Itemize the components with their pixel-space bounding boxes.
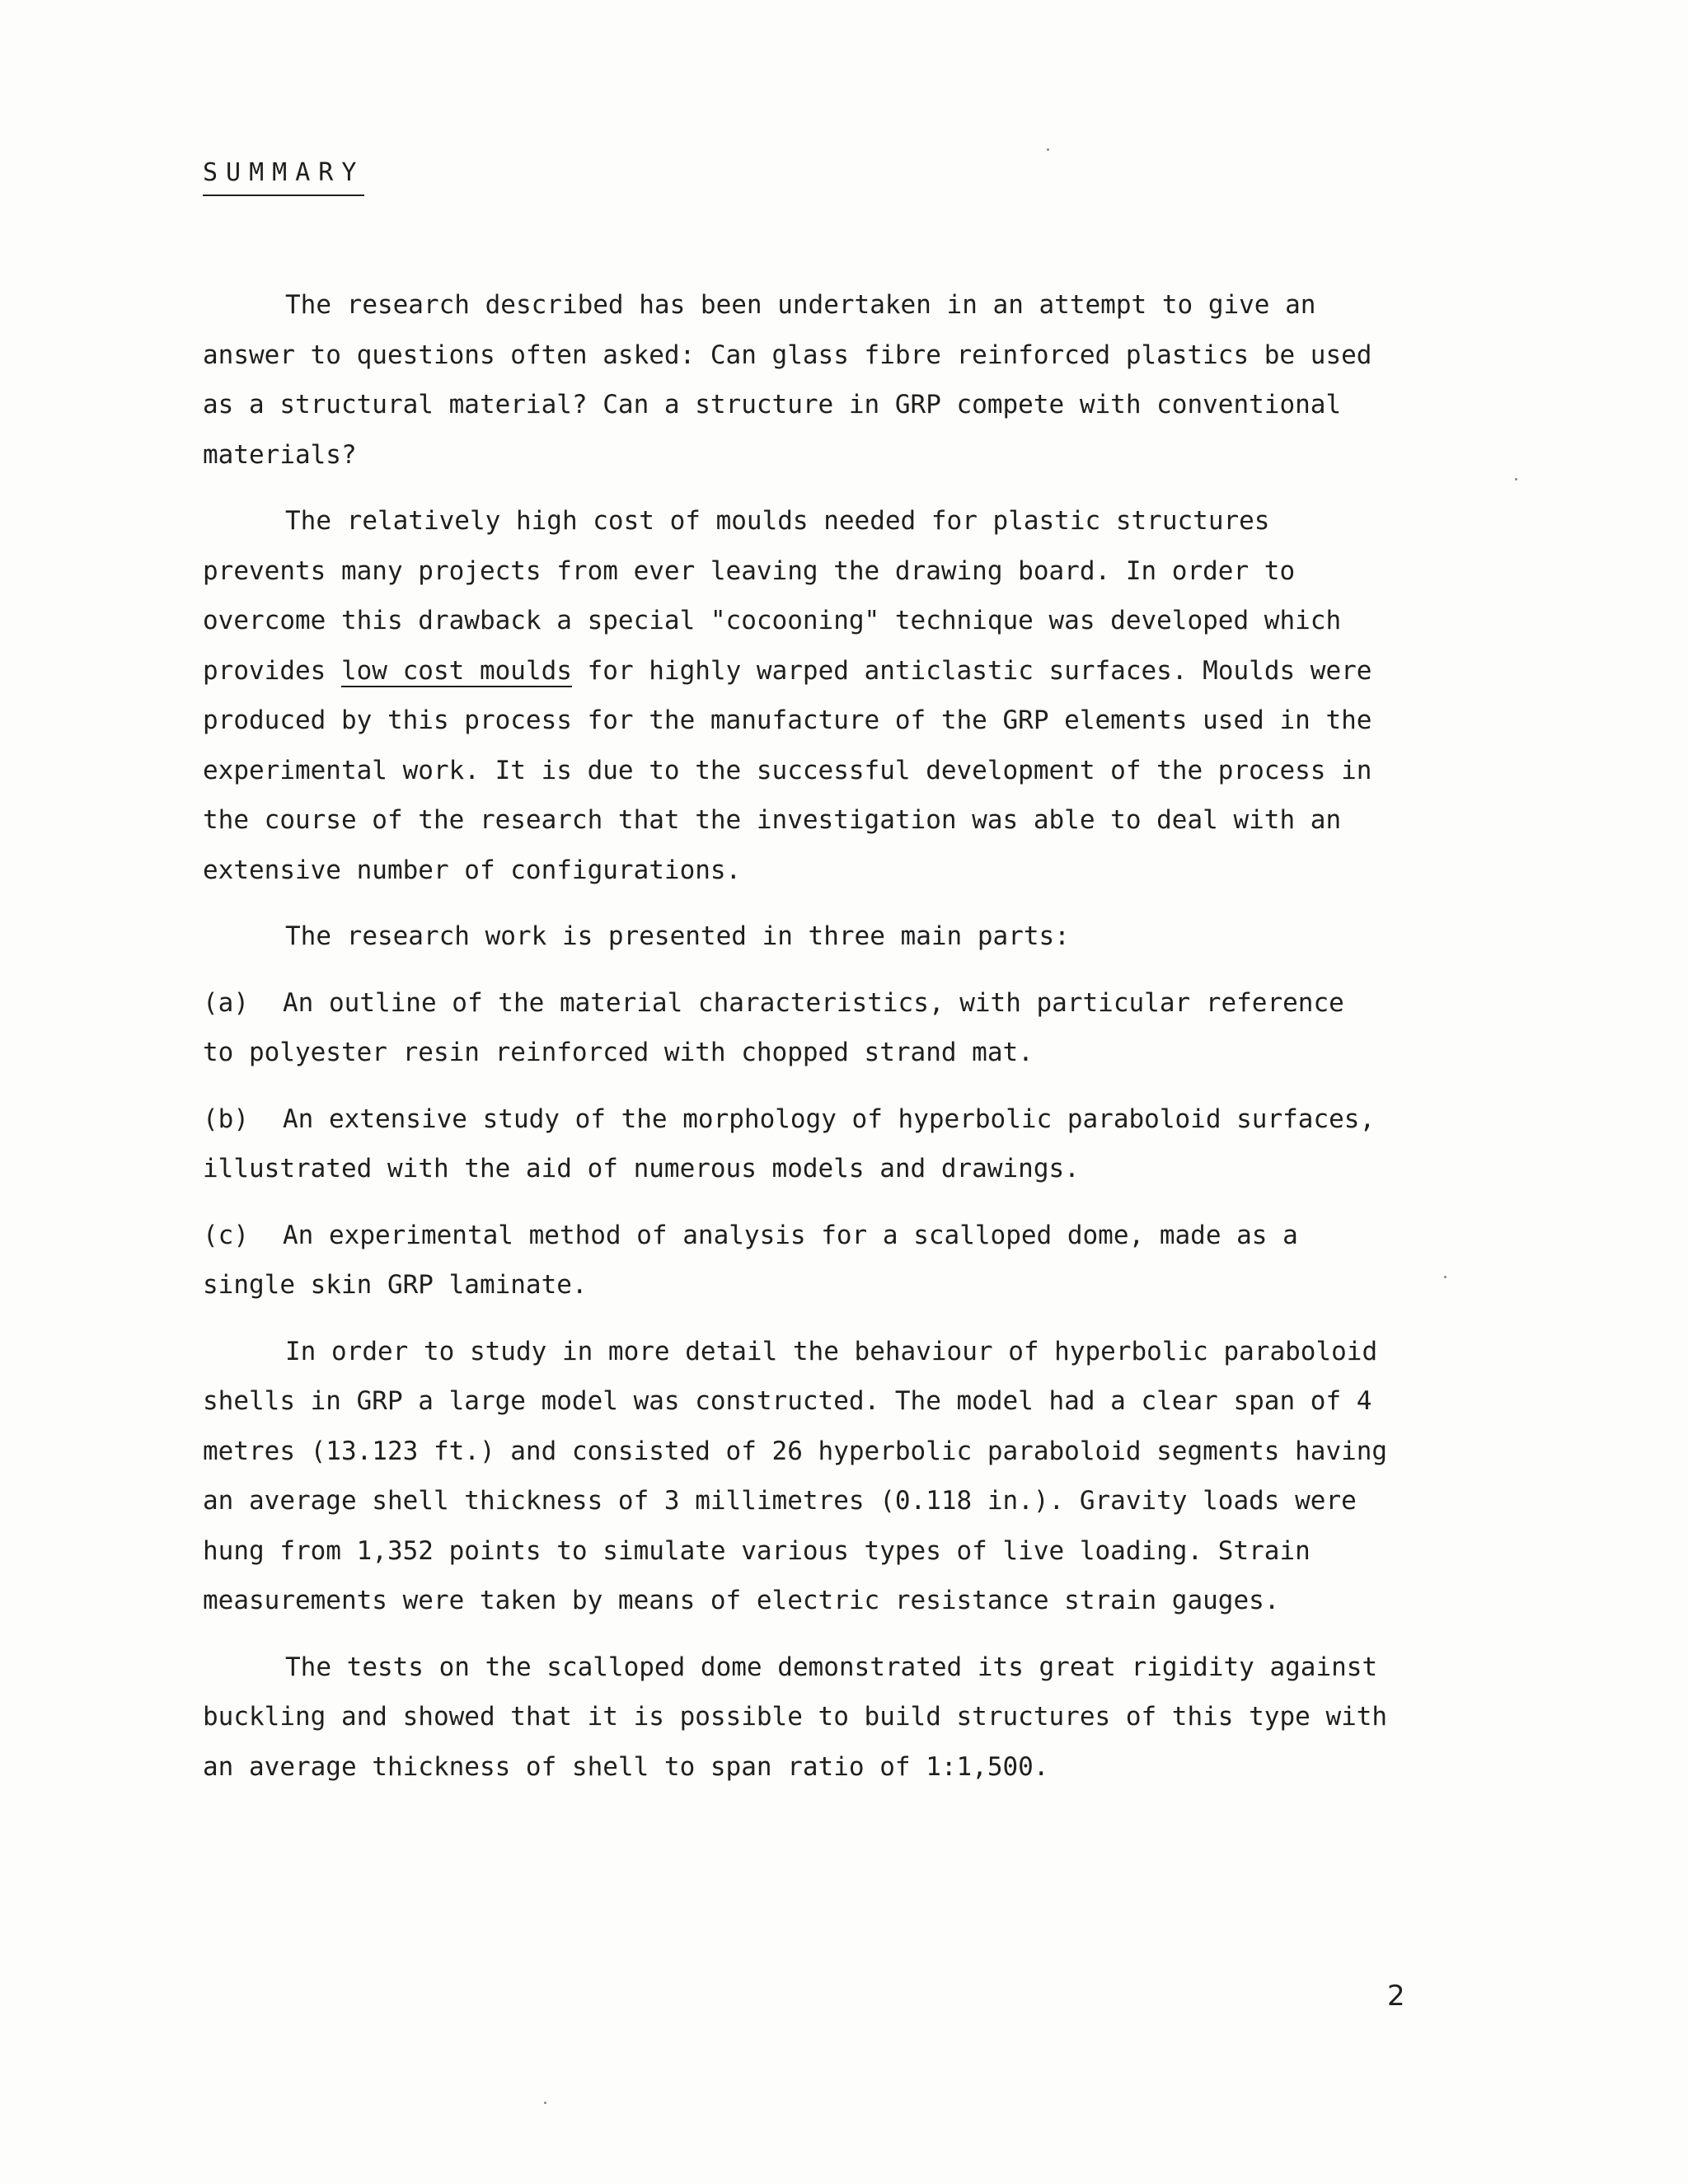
scan-speck	[1444, 1276, 1447, 1278]
low-cost-moulds-emphasis: low cost moulds	[340, 655, 572, 686]
moulds-paragraph-text-end: for highly warped anticlastic surfaces. Moulds were produced by this process for the manufacture of the GRP elements used in the experimental work. It is due to the successful development of the process in the course of the research that the investigation was able to deal with an extensive number of configurations.	[203, 655, 1372, 885]
list-item-a	[203, 978, 1390, 1078]
page-number: 2	[1387, 1980, 1405, 2013]
list-marker-a: (a)	[203, 987, 249, 1018]
conclusion-paragraph: The tests on the scalloped dome demonstrated its great rigidity against buckling and showed that it is possible to build structures of this type with an average thickness of shell to span ratio of 1:1,500.	[203, 1652, 1388, 1782]
list-text-c: An experimental method of analysis for a scalloped dome, made as a single skin GRP laminate.	[203, 1220, 1298, 1300]
scan-speck	[1515, 478, 1517, 480]
scan-speck	[544, 2102, 546, 2104]
moulds-paragraph	[203, 496, 1390, 895]
model-paragraph: In order to study in more detail the behaviour of hyperbolic paraboloid shells in GRP a large model was constructed. The model had a clear span of 4 metres (13.123 ft.) and consisted of 26 hyperbolic paraboloid segments having an average shell thickness of 3 millimetres (0.118 in.). Gravity loads were hung from 1,352 points to simulate various types of live loading. Strain measurements were taken by means of electric resistance strain gauges.	[203, 1336, 1388, 1615]
list-text-a: An outline of the material characteristics, with particular reference to polyester resin reinforced with chopped strand mat.	[203, 987, 1344, 1067]
list-text-b: An extensive study of the morphology of hyperbolic paraboloid surfaces, illustrated with the aid of numerous models and drawings.	[203, 1104, 1376, 1183]
summary-heading: SUMMARY	[203, 157, 364, 196]
summary-body	[203, 280, 1390, 1808]
moulds-paragraph-text-start: The relatively high cost of moulds needed for plastic structures prevents many projects from ever leaving the drawing board. In order to overcome this drawback a special "cocooning" technique was developed which provides	[203, 506, 1342, 686]
scan-speck	[1047, 148, 1049, 151]
intro-paragraph: The research described has been undertaken in an attempt to give an answer to questions often asked: Can glass fibre reinforced plastics be used as a structural material? Can a structure in GRP compete with conventional materials?	[203, 290, 1372, 470]
parts-intro-paragraph: The research work is presented in three main parts:	[285, 921, 1070, 951]
list-marker-b: (b)	[203, 1104, 249, 1134]
list-marker-c: (c)	[203, 1220, 249, 1250]
list-item-c	[203, 1211, 1390, 1310]
list-item-b	[203, 1094, 1390, 1194]
